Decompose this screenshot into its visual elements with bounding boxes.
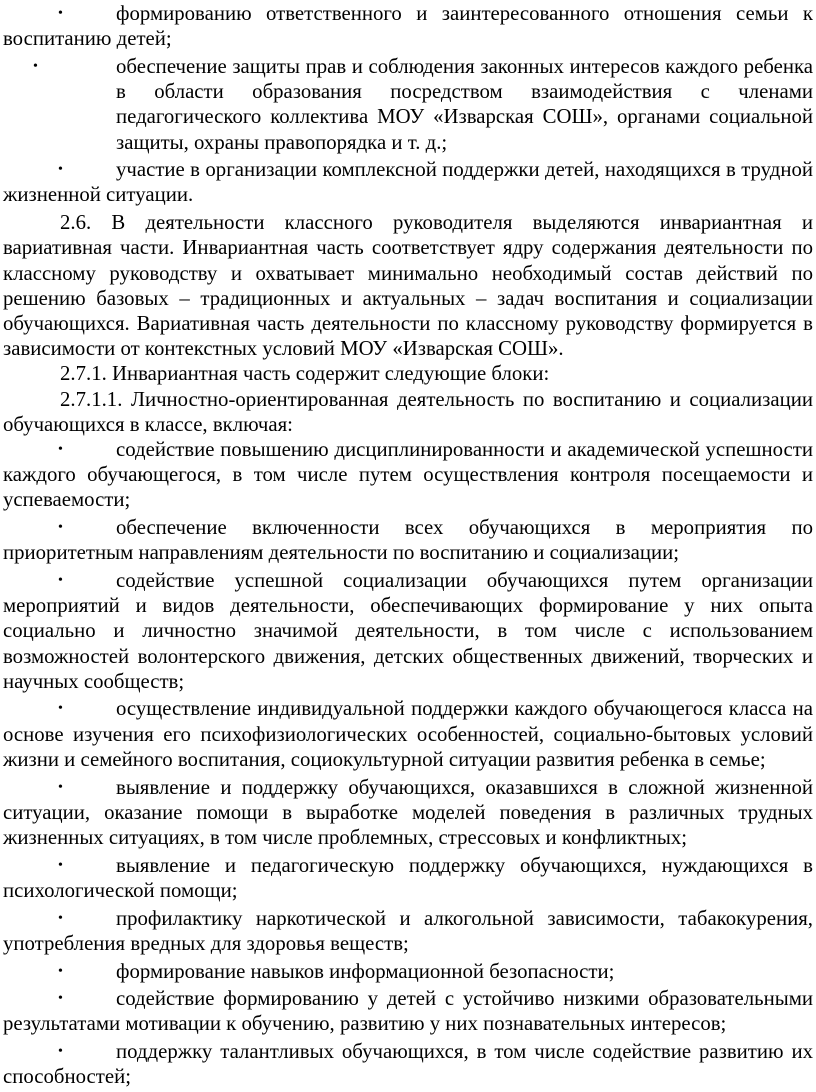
bullet-item: • содействие формированию у детей с устойчиво низкими образовательными результатами мотивации к обучению, развитию у них познавательных интересов;: [3, 986, 813, 1036]
bullet-item: • выявление и педагогическую поддержку обучающихся, нуждающихся в психологической помощи;: [3, 853, 813, 903]
bullet-item: • выявление и поддержку обучающихся, оказавшихся в сложной жизненной ситуации, оказание помощи в выработке моделей поведения в различных трудных жизненных ситуациях, в том числе проблемных, стрессовых и конфликтных;: [3, 775, 813, 851]
bullet-item: • обеспечение защиты прав и соблюдения законных интересов каждого ребенка в области образования посредством взаимодействия с членами педагогического коллектива МОУ «Изварская СОШ», органами социальной защиты, охраны правопорядка и т. д.;: [3, 54, 813, 155]
bullet-item: • поддержку талантливых обучающихся, в том числе содействие развитию их способностей;: [3, 1039, 813, 1089]
bullet-item: • содействие повышению дисциплинированности и академической успешности каждого обучающегося, в том числе путем осуществления контроля посещаемости и успеваемости;: [3, 437, 813, 513]
bullet-item: • формированию ответственного и заинтересованного отношения семьи к воспитанию детей;: [3, 1, 813, 51]
bullet-item: • содействие успешной социализации обучающихся путем организации мероприятий и видов деятельности, обеспечивающих формирование у них опыта социально и личностно значимой деятельности, в том числе с использованием возможностей волонтерского движения, детских общественных движений, творческих и научных сообществ;: [3, 568, 813, 694]
bullet-item: • формирование навыков информационной безопасности;: [3, 959, 813, 984]
paragraph: 2.7.1. Инвариантная часть содержит следующие блоки:: [60, 362, 550, 386]
document-page: [3, 1, 813, 1092]
paragraph: 2.7.1.1. Личностно-ориентированная деятельность по воспитанию и социализации обучающихся в классе, включая:: [3, 387, 813, 436]
bullet-item: • обеспечение включенности всех обучающихся в мероприятия по приоритетным направлениям деятельности по воспитанию и социализации;: [3, 515, 813, 565]
bullet-item: • профилактику наркотической и алкогольной зависимости, табакокурения, употребления вредных для здоровья веществ;: [3, 906, 813, 956]
bullet-item: • участие в организации комплексной поддержки детей, находящихся в трудной жизненной ситуации.: [3, 157, 813, 207]
bullet-item: • осуществление индивидуальной поддержки каждого обучающегося класса на основе изучения его психофизиологических особенностей, социально-бытовых условий жизни и семейного воспитания, социокультурной ситуации развития ребенка в семье;: [3, 696, 813, 772]
paragraph: 2.6. В деятельности классного руководителя выделяются инвариантная и вариативная части. Инвариантная часть соответствует ядру содержания деятельности по классному руководству и охватывает минимально необходимый состав действий по решению базовых – традиционных и актуальных – задач воспитания и социализации обучающихся. Вариативная часть деятельности по классному руководству формируется в зависимости от контекстных условий МОУ «Изварская СОШ».: [3, 211, 813, 361]
